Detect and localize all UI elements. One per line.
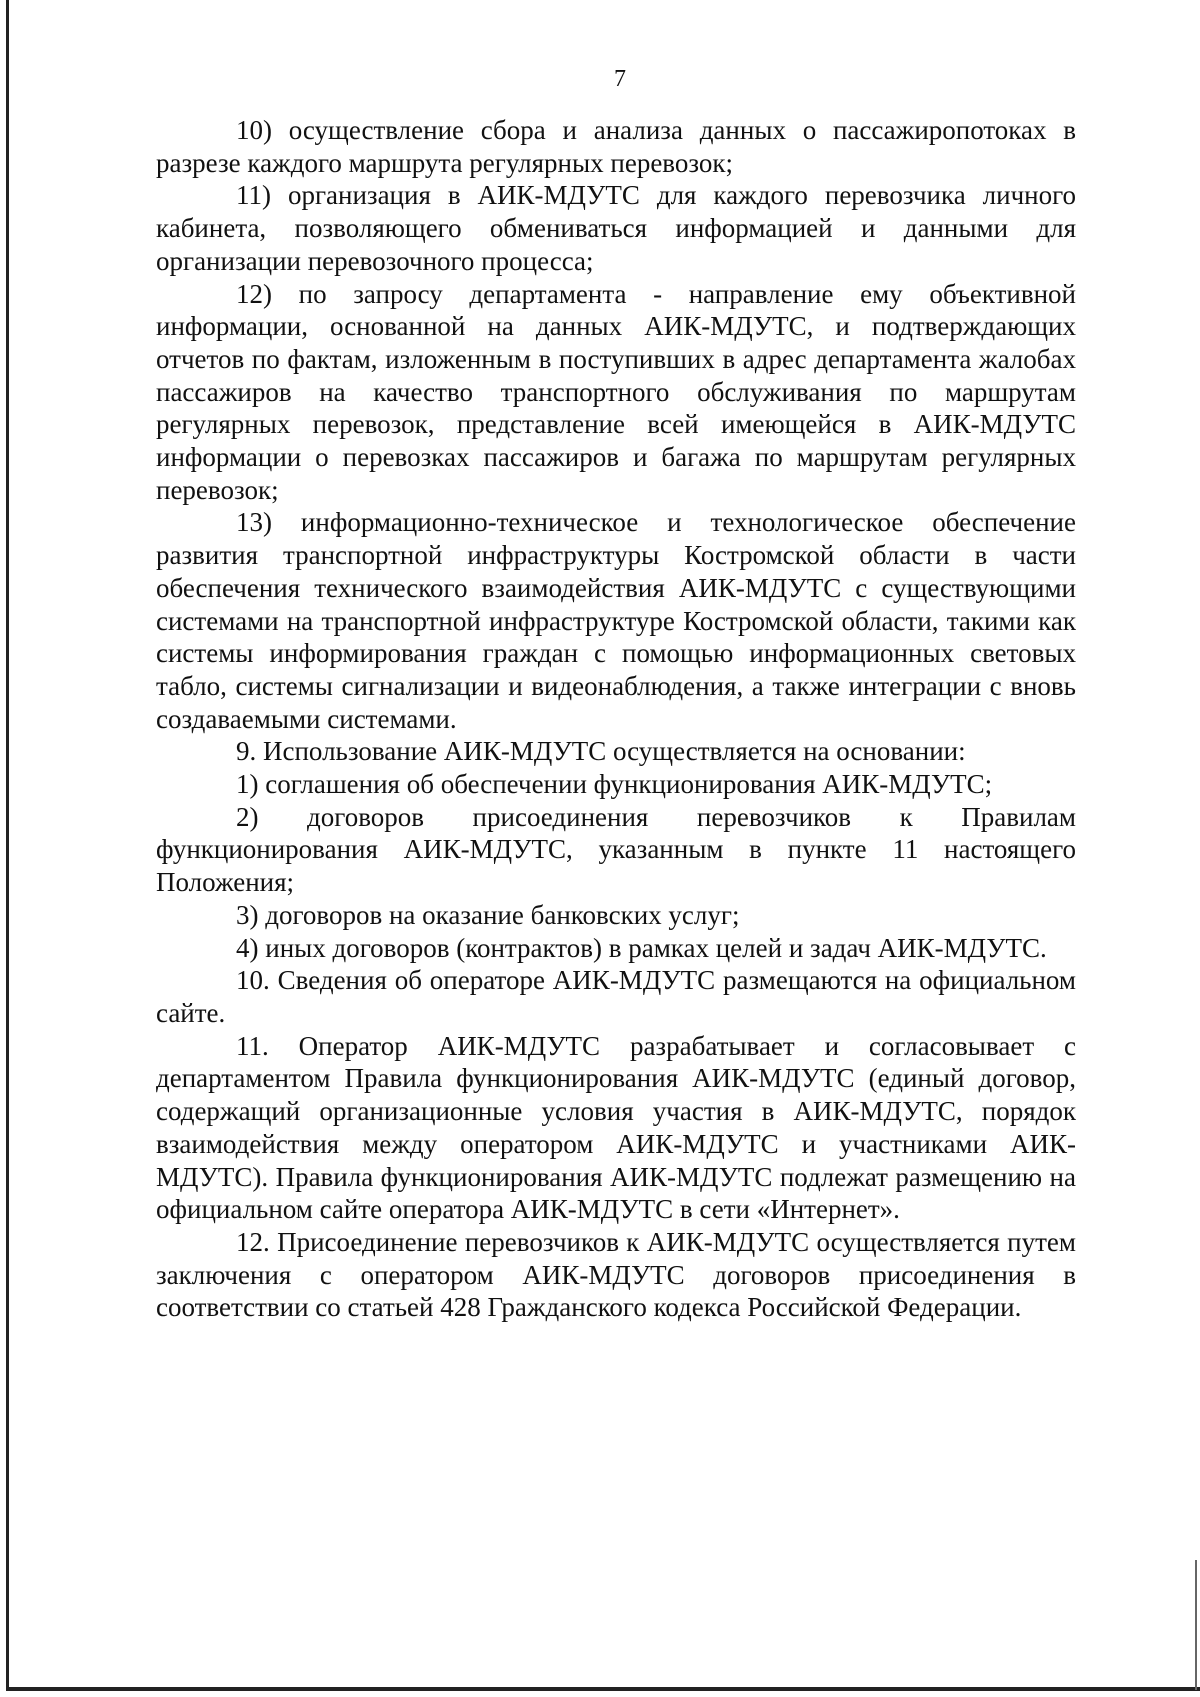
- clause-9: 9. Использование АИК-МДУТС осуществляется на основании:: [236, 736, 966, 767]
- clause-12: 12. Присоединение перевозчиков к АИК-МДУТС осуществляется путем заключения с оператором АИК-МДУТС договоров присоединения в соответствии со статьей 428 Гражданского кодекса Российской Федерации.: [156, 1226, 1076, 1323]
- scan-border-left: [6, 0, 9, 1690]
- clause-9-item-4: 4) иных договоров (контрактов) в рамках целей и задач АИК-МДУТС.: [236, 932, 1047, 963]
- clause-9-item-3: 3) договоров на оказание банковских услуг;: [236, 899, 740, 930]
- clause-11: 11. Оператор АИК-МДУТС разрабатывает и согласовывает с департаментом Правила функционирования АИК-МДУТС (единый договор, содержащий организационные условия участия в АИК-МДУТС, порядок взаимодействия между оператором АИК-МДУТС и участниками АИК-МДУТС). Правила функционирования АИК-МДУТС подлежат размещению на официальном сайте оператора АИК-МДУТС в сети «Интернет».: [156, 1030, 1076, 1225]
- clause-9-item-2: 2) договоров присоединения перевозчиков к Правилам функционирования АИК-МДУТС, указанным в пункте 11 настоящего Положения;: [156, 801, 1076, 898]
- clause-10: 10. Сведения об операторе АИК-МДУТС размещаются на официальном сайте.: [156, 965, 1076, 1028]
- clause-9-item-1: 1) соглашения об обеспечении функционирования АИК-МДУТС;: [236, 769, 993, 800]
- scan-border-right: [1195, 1560, 1197, 1690]
- document-body: [156, 114, 1076, 1324]
- paragraph-13-subitem: 13) информационно-техническое и технологическое обеспечение развития транспортной инфраструктуры Костромской области в части обеспечения технического взаимодействия АИК-МДУТС с существующими системами на транспортной инфраструктуре Костромской области, такими как системы информирования граждан с помощью информационных световых табло, системы сигнализации и видеонаблюдения, а также интеграции с вновь создаваемыми системами.: [156, 507, 1076, 734]
- scan-border-bottom: [6, 1687, 1200, 1691]
- paragraph-12-subitem: 12) по запросу департамента - направление ему объективной информации, основанной на данных АИК-МДУТС, и подтверждающих отчетов по фактам, изложенным в поступивших в адрес департамента жалобах пассажиров на качество транспортного обслуживания по маршрутам регулярных перевозок, представление всей имеющейся в АИК-МДУТС информации о перевозках пассажиров и багажа по маршрутам регулярных перевозок;: [156, 278, 1076, 505]
- paragraph-10-subitem: 10) осуществление сбора и анализа данных о пассажиропотоках в разрезе каждого маршрута регулярных перевозок;: [156, 115, 1076, 178]
- page-number: 7: [614, 66, 626, 92]
- paragraph-11-subitem: 11) организация в АИК-МДУТС для каждого перевозчика личного кабинета, позволяющего обмениваться информацией и данными для организации перевозочного процесса;: [156, 180, 1076, 276]
